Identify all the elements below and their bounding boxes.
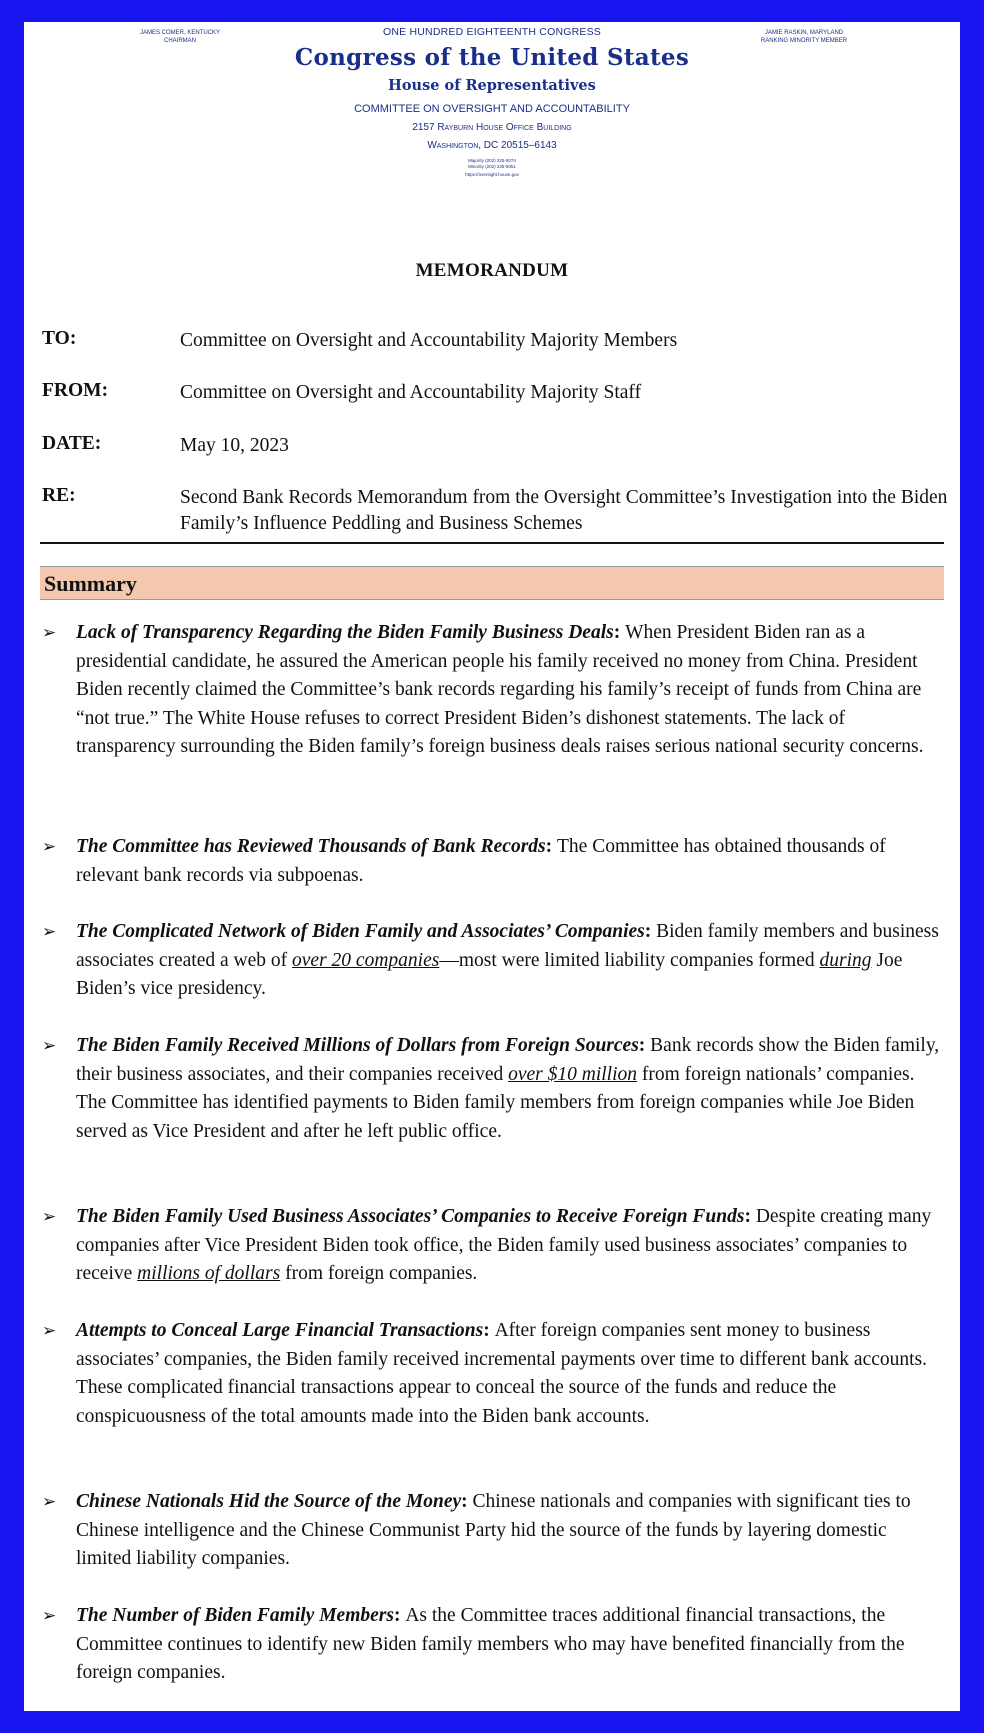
bullet-body: The Committee has obtained thousands of relevant bank records via subpoenas.	[76, 836, 886, 886]
chairman-name: JAMES COMER, KENTUCKY	[139, 30, 220, 36]
bullet-text: The Committee has Reviewed Thousands of Bank Records: The Committee has obtained thousands of relevant bank records via subpoenas.	[76, 836, 886, 886]
arrow-bullet-icon: ➢	[42, 1321, 57, 1341]
bullet-body: Joe Biden’s vice presidency.	[76, 949, 903, 999]
chairman-title: CHAIRMAN	[163, 38, 196, 44]
bullet-heading: Lack of Transparency Regarding the Biden Family Business Deals	[76, 622, 614, 643]
bullet-body: As the Committee traces additional financial transactions, the Committee continues to identify new Biden family members who may have benefited financially from the foreign companies.	[76, 1605, 905, 1683]
arrow-bullet-icon: ➢	[42, 623, 57, 643]
bullet-emphasis: over $10 million	[508, 1063, 638, 1085]
bullet-heading: The Committee has Reviewed Thousands of Bank Records	[76, 836, 546, 857]
bullet-text: Attempts to Conceal Large Financial Transactions: After foreign companies sent money to business associates’ companies, the Biden family received incremental payments over time to different bank accounts. These complicated financial transactions appear to conceal the source of the funds and reduce the conspicuousness of the total amounts made into the Biden bank accounts.	[76, 1320, 928, 1427]
memo-title: MEMORANDUM	[415, 260, 569, 281]
letterhead	[24, 22, 960, 177]
bullet-heading: Chinese Nationals Hid the Source of the Money	[76, 1491, 462, 1512]
bullet-emphasis: over 20 companies	[292, 949, 440, 971]
congress-number: ONE HUNDRED EIGHTEENTH CONGRESS	[383, 26, 601, 38]
arrow-bullet-icon: ➢	[42, 1606, 57, 1626]
bullet-text: Lack of Transparency Regarding the Biden Family Business Deals: When President Biden ran as a presidential candidate, he assured the American people his family received no money from China. President Biden recently claimed the Committee’s bank records regarding his family’s receipt of funds from China are “not true.” The White House refuses to correct President Biden’s dishonest statements. The lack of transparency surrounding the Biden family’s foreign business deals raises serious national security concerns.	[76, 622, 924, 757]
arrow-bullet-icon: ➢	[42, 1492, 57, 1512]
bullet-body: Despite creating many companies after Vice President Biden took office, the Biden family used business associates’ companies to receive	[76, 1206, 932, 1284]
bullet-heading: Attempts to Conceal Large Financial Transactions	[76, 1320, 484, 1341]
arrow-bullet-icon: ➢	[42, 1207, 57, 1227]
bullet-body: from foreign nationals’ companies. The Committee has identified payments to Biden family members from foreign companies while Joe Biden served as Vice President and after he left public office.	[76, 1063, 915, 1142]
bullet-heading: The Biden Family Received Millions of Dollars from Foreign Sources	[76, 1035, 639, 1056]
from-value: Committee on Oversight and Accountability Majority Staff	[180, 382, 642, 403]
to-label: TO:	[42, 328, 77, 349]
bullet-body: Biden family members and business associates created a web of	[76, 921, 939, 971]
summary-heading-bar	[40, 566, 944, 600]
bullet-body: —most were limited liability companies formed	[439, 949, 820, 971]
to-value: Committee on Oversight and Accountability Majority Members	[180, 330, 678, 351]
bullet-heading: The Complicated Network of Biden Family and Associates’ Companies	[76, 921, 645, 942]
bullet-emphasis: during	[819, 949, 872, 971]
bullet-body: Bank records show the Biden family, their business associates, and their companies received	[76, 1035, 940, 1085]
address-line-1: 2157 Rayburn House Office Building	[412, 122, 572, 133]
bullet-body: When President Biden ran as a presidential candidate, he assured the American people his family received no money from China. President Biden recently claimed the Committee’s bank records regarding his family’s receipt of funds from China are “not true.” The White House refuses to correct President Biden’s dishonest statements. The lack of transparency surrounding the Biden family’s foreign business deals raises serious national security concerns.	[76, 622, 924, 757]
date-value: May 10, 2023	[180, 435, 289, 456]
memo-page	[24, 22, 960, 1711]
ranking-member-title: RANKING MINORITY MEMBER	[760, 38, 848, 44]
bullet-text: The Biden Family Received Millions of Dollars from Foreign Sources: Bank records show the Biden family, their business associates, and their companies received over $10 million from foreign nationals’ companies. The Committee has identified payments to Biden family members from foreign companies while Joe Biden served as Vice President and after he left public office.	[76, 1035, 940, 1142]
summary-heading: Summary	[44, 571, 137, 596]
website: https://oversight.house.gov	[465, 172, 519, 177]
arrow-bullet-icon: ➢	[42, 1036, 57, 1056]
bullet-emphasis: millions of dollars	[137, 1263, 281, 1284]
phone-majority: Majority (202) 225-5074	[468, 158, 516, 163]
from-label: FROM:	[42, 380, 109, 401]
arrow-bullet-icon: ➢	[42, 837, 57, 857]
bullet-body: Chinese nationals and companies with significant ties to Chinese intelligence and the Chinese Communist Party hid the source of the funds by layering domestic limited liability companies.	[76, 1491, 911, 1569]
header-divider	[40, 542, 944, 544]
address-line-2: Washington, DC 20515–6143	[427, 140, 557, 151]
house-title: House of Representatives	[388, 77, 596, 94]
date-label: DATE:	[42, 433, 102, 454]
phone-minority: Minority (202) 225-5051	[468, 164, 516, 169]
bullet-text: Chinese Nationals Hid the Source of the Money: Chinese nationals and companies with significant ties to Chinese intelligence and the Chinese Communist Party hid the source of the funds by layering domestic limited liability companies.	[76, 1491, 911, 1569]
bullet-heading: The Number of Biden Family Members	[76, 1605, 394, 1626]
bullet-text: The Biden Family Used Business Associates’ Companies to Receive Foreign Funds: Despite creating many companies after Vice President Biden took office, the Biden family used business associates’ companies to receive millions of dollars from foreign companies.	[76, 1206, 932, 1284]
re-label: RE:	[42, 485, 76, 506]
bullet-body: from foreign companies.	[280, 1263, 478, 1284]
bullet-text: The Complicated Network of Biden Family and Associates’ Companies: Biden family members and business associates created a web of over 20 companies—most were limited liability companies formed during Joe Biden’s vice presidency.	[76, 921, 939, 999]
re-value: Second Bank Records Memorandum from the Oversight Committee’s Investigation into the Biden Family’s Influence Peddling and Business Schemes	[180, 487, 948, 534]
bullet-heading: The Biden Family Used Business Associates’ Companies to Receive Foreign Funds	[76, 1206, 745, 1227]
bullet-body: After foreign companies sent money to business associates’ companies, the Biden family received incremental payments over time to different bank accounts. These complicated financial transactions appear to conceal the source of the funds and reduce the conspicuousness of the total amounts made into the Biden bank accounts.	[76, 1320, 928, 1427]
ranking-member-name: JAMIE RASKIN, MARYLAND	[764, 30, 844, 36]
arrow-bullet-icon: ➢	[42, 922, 57, 942]
committee-name: COMMITTEE ON OVERSIGHT AND ACCOUNTABILITY	[354, 103, 630, 115]
congress-title: Congress of the United States	[294, 44, 690, 71]
bullet-text: The Number of Biden Family Members: As the Committee traces additional financial transactions, the Committee continues to identify new Biden family members who may have benefited financially from the foreign companies.	[76, 1605, 905, 1683]
